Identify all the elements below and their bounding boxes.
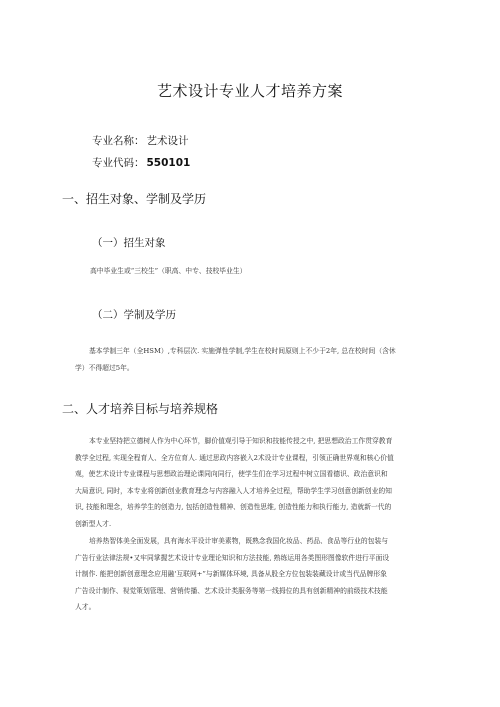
document-title: 艺术设计专业人才培养方案 xyxy=(156,82,343,100)
paragraph-line: 本专业坚持把立德树人作为中心环节，脚价值观引导于知识和技能传授之中, 把思想政治工作贯穿教育 xyxy=(89,437,393,445)
paragraph-line: 教学全过程, 实现全程育人、全方位育人. 通过思政内容嵌入2术设计专业课程，引领正确世界观和核心价值 xyxy=(75,453,394,462)
paragraph-line: 广告设计制作、视觉策划管理、营销传播、艺术设计类服务等第一线拇位的具有创新精神的前级技术技能 xyxy=(75,586,388,595)
major-name-label: 专业名称： xyxy=(92,135,145,147)
major-code-line xyxy=(92,155,190,170)
major-code-label: 专业代码： xyxy=(92,157,145,169)
major-name-value: 艺术设计 xyxy=(146,135,189,147)
paragraph-line: 创新型人才. xyxy=(75,519,112,528)
section-heading-goals: 二、人才培养目标与培养规格 xyxy=(62,402,219,416)
paragraph-line: 计制作. 能把创新创意理念应用融'互联网+”与新媒体环境, 具备从股全方位包装装藏设计或当代品牌形象 xyxy=(75,570,387,579)
paragraph-goals-1 xyxy=(75,433,437,533)
paragraph-line: 广告行业法律法规•又牢同掌握艺术设计专业理论知识和方法技能, 熟练运用各类图形图像软件进行平面设 xyxy=(75,553,390,562)
subsection-heading-target: （一）招生对象 xyxy=(92,237,166,249)
paragraph-line: 高中毕业生或“三校生”（职高、中专、技校毕业生） xyxy=(90,267,247,275)
paragraph-line: 学）不得超过5年。 xyxy=(75,363,134,372)
section-heading-enrollment: 一、招生对象、学制及学历 xyxy=(62,192,207,206)
paragraph-line: 培养热智体美全面发展，具有海水平设计审美素物，既熟念我国化妆品、药品、食品等行业的包装与 xyxy=(89,537,389,545)
major-name-line xyxy=(92,133,189,148)
paragraph-target xyxy=(90,263,452,280)
paragraph-line: 大局意识, 同时，本专业将创新创业教育理念与内容融入人才培养全过程，帮助学生学习创意创新创业的知 xyxy=(75,486,392,495)
paragraph-line: 观，使艺术设计专业课程与思想政治理论课同向同行，使学生们在学习过程中树立国看德识、政治意识和 xyxy=(75,470,388,479)
subsection-heading-duration: （二）学制及学历 xyxy=(92,309,176,321)
paragraph-line: 基本学制三年（全HSM）,专科层次. 实施弹性学制,学生在校时间原则上不少于2年, 总在校时间（含休 xyxy=(89,347,396,355)
paragraph-line: 人才。 xyxy=(75,603,96,612)
major-code-value: 550101 xyxy=(146,157,191,169)
paragraph-duration xyxy=(75,343,437,376)
paragraph-goals-2 xyxy=(75,533,437,616)
paragraph-line: 识, 技能和理念，培养学生的创造力, 包括创造性精神、创造性思维, 创造性能力和执行能力, 造就新一代的 xyxy=(75,503,392,512)
